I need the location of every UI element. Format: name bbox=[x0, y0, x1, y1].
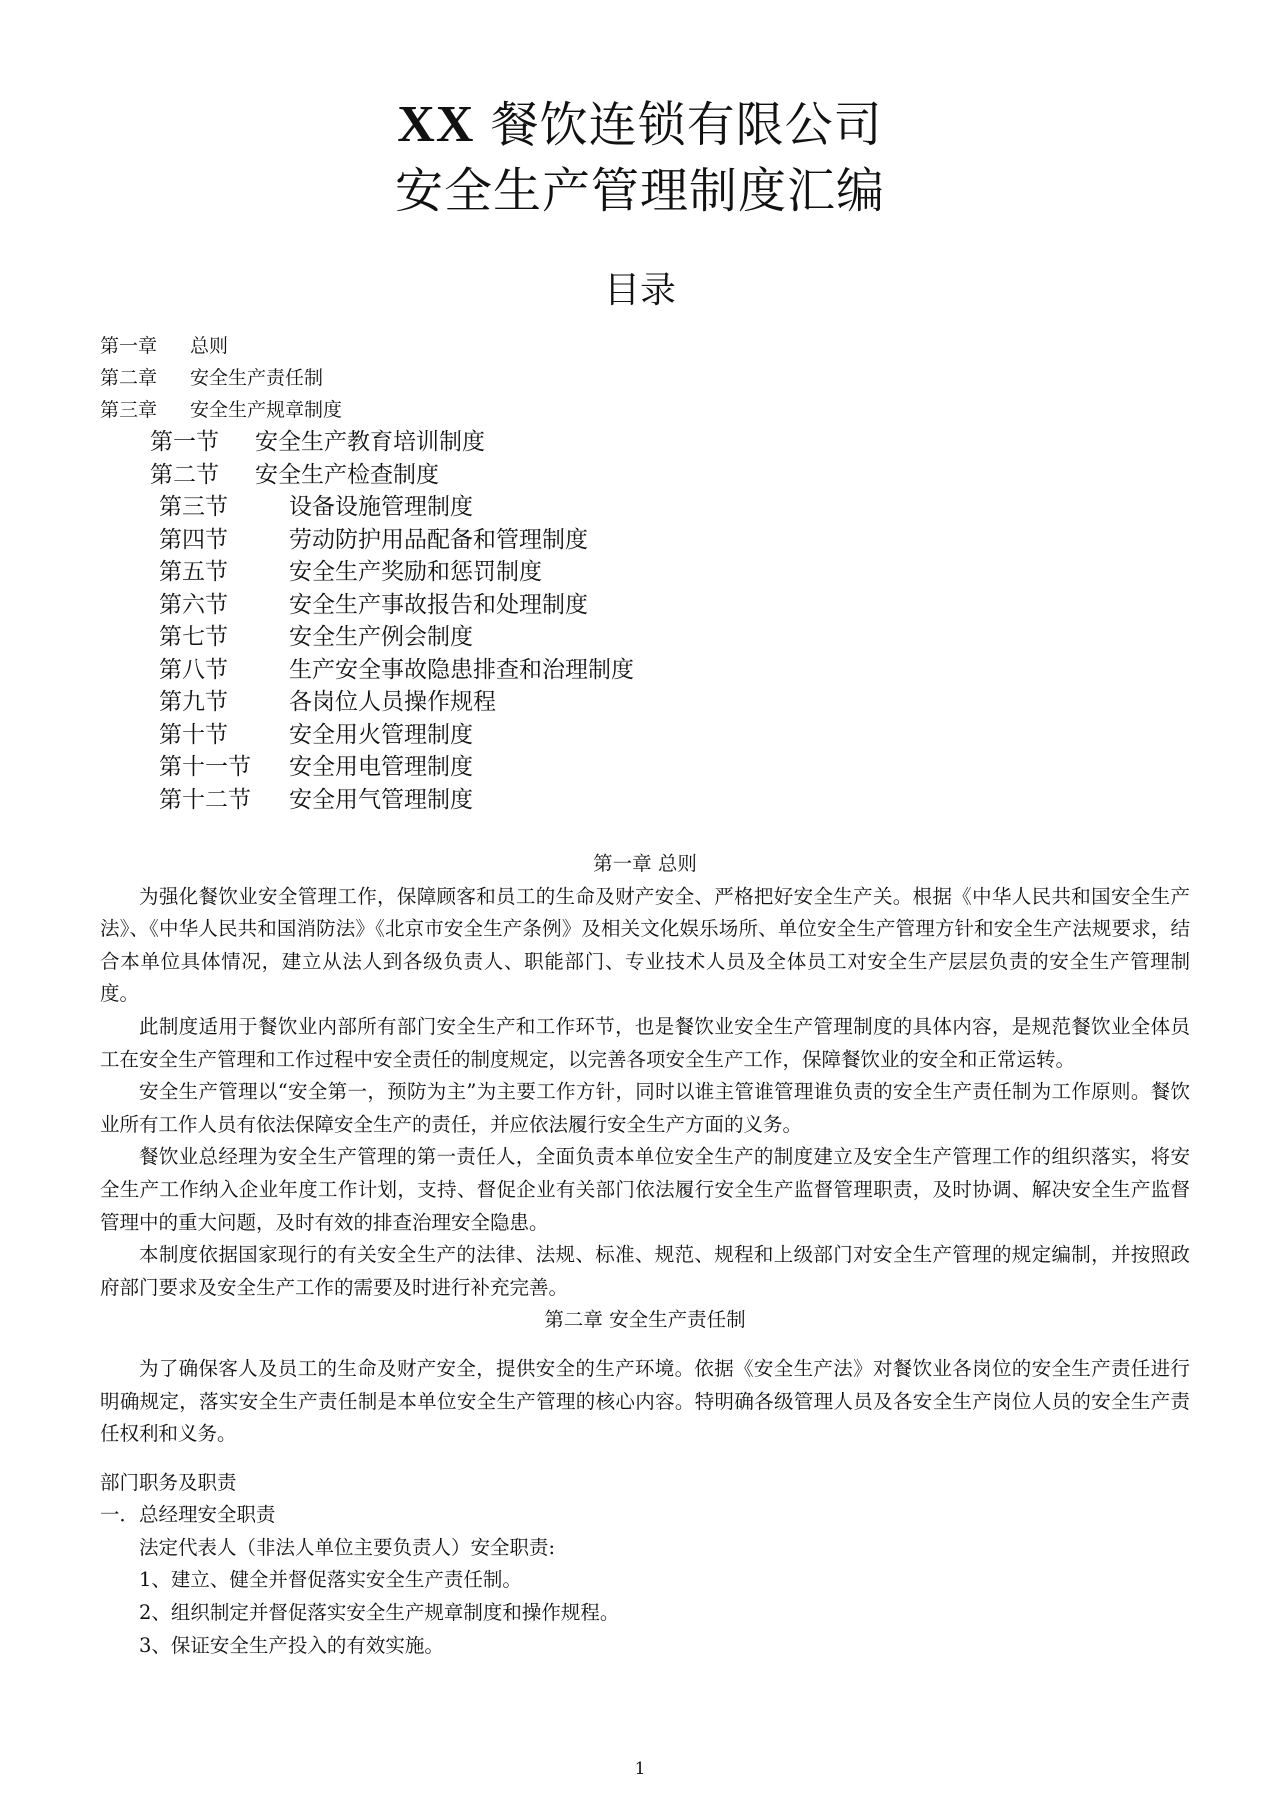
toc-chapter-number: 第二章 bbox=[100, 367, 158, 389]
toc-chapter-item bbox=[100, 362, 1200, 394]
toc-section-title: 劳动防护用品配备和管理制度 bbox=[289, 526, 588, 553]
body-text bbox=[100, 848, 1190, 1662]
toc-section-number: 第五节 bbox=[159, 559, 228, 585]
general-manager-duties-heading: 一．总经理安全职责 bbox=[100, 1503, 276, 1527]
toc-chapter-title: 总则 bbox=[190, 335, 229, 357]
chapter-1-paragraph: 为强化餐饮业安全管理工作，保障顾客和员工的生命及财产安全、严格把好安全生产关。根据《中华人民共和国安全生产法》、《中华人民共和国消防法》《北京市安全生产条例》及相关文化娱乐场所、单位安全生产管理方针和安全生产法规要求，结合本单位具体情况，建立从法人到各级负责人、职能部门、专业技术人员及全体员工对安全生产层层负责的安全生产管理制度。 bbox=[100, 884, 1190, 1006]
toc-section-number: 第二节 bbox=[150, 461, 219, 488]
toc-section-item bbox=[159, 784, 1200, 817]
chapter-2-intro: 为了确保客人及员工的生命及财产安全，提供安全的生产环境。依据《安全生产法》对餐饮业各岗位的安全生产责任进行明确规定，落实安全生产责任制是本单位安全生产管理的核心内容。特明确各级管理人员及各安全生产岗位人员的安全生产责任权利和义务。 bbox=[100, 1356, 1190, 1446]
toc-section-title: 各岗位人员操作规程 bbox=[289, 689, 496, 715]
toc-section-item bbox=[159, 719, 1200, 752]
toc-section-title: 设备设施管理制度 bbox=[289, 494, 473, 520]
legal-representative-duties: 法定代表人（非法人单位主要负责人）安全职责: bbox=[139, 1535, 556, 1559]
toc-section-title: 安全用气管理制度 bbox=[289, 786, 473, 813]
department-duties-heading: 部门职务及职责 bbox=[100, 1470, 237, 1494]
chapter-1-paragraph: 安全生产管理以“安全第一，预防为主”为主要工作方针，同时以谁主管谁管理谁负责的安全生产责任制为工作原则。餐饮业所有工作人员有依法保障安全生产的责任，并应依法履行安全生产方面的义务。 bbox=[100, 1080, 1190, 1136]
duty-list-item: 1、建立、健全并督促落实安全生产责任制。 bbox=[139, 1568, 522, 1592]
toc-section-item bbox=[159, 491, 1200, 524]
toc-section-title: 安全用电管理制度 bbox=[289, 754, 473, 780]
chapter-1-paragraph: 本制度依据国家现行的有关安全生产的法律、法规、标准、规范、规程和上级部门对安全生产管理的规定编制，并按照政府部门要求及安全生产工作的需要及时进行补充完善。 bbox=[100, 1243, 1190, 1299]
spacer bbox=[100, 1337, 1190, 1353]
toc-section-item bbox=[159, 621, 1200, 654]
toc-section-title: 安全生产例会制度 bbox=[289, 624, 473, 650]
toc-section-item bbox=[159, 589, 1200, 622]
toc-chapter-item bbox=[100, 394, 1200, 426]
toc-section-number: 第十二节 bbox=[159, 786, 251, 813]
company-title-prefix: XX bbox=[397, 96, 475, 153]
toc-section-title: 安全生产检查制度 bbox=[255, 461, 439, 488]
spacer bbox=[100, 1451, 1190, 1467]
toc-section-number: 第十节 bbox=[159, 721, 228, 748]
toc-section-title: 安全生产奖励和惩罚制度 bbox=[289, 559, 542, 585]
toc-chapter-title: 安全生产规章制度 bbox=[190, 399, 343, 421]
toc-section-title: 生产安全事故隐患排查和治理制度 bbox=[289, 656, 634, 683]
duty-list-item: 3、保证安全生产投入的有效实施。 bbox=[139, 1633, 444, 1657]
toc-chapter-item bbox=[100, 330, 1200, 362]
toc-section-number: 第九节 bbox=[159, 689, 228, 715]
toc-section-number: 第六节 bbox=[159, 591, 228, 618]
toc-section-number: 第三节 bbox=[159, 494, 228, 520]
toc-section-item bbox=[159, 524, 1200, 557]
toc-chapter-number: 第三章 bbox=[100, 399, 158, 421]
toc-section-number: 第四节 bbox=[159, 526, 228, 553]
chapter-2-heading: 第二章 安全生产责任制 bbox=[544, 1308, 746, 1332]
duty-list-item: 2、组织制定并督促落实安全生产规章制度和操作规程。 bbox=[139, 1601, 620, 1625]
toc-section-number: 第七节 bbox=[159, 624, 228, 650]
toc-section-item bbox=[150, 426, 1200, 459]
document-subtitle: 安全生产管理制度汇编 bbox=[394, 163, 885, 219]
toc-section-number: 第一节 bbox=[150, 429, 219, 455]
toc-section-title: 安全生产教育培训制度 bbox=[255, 429, 485, 455]
company-title-name: 餐饮连锁有限公司 bbox=[490, 97, 883, 153]
toc-section-item bbox=[150, 459, 1200, 492]
chapter-1-paragraph: 餐饮业总经理为安全生产管理的第一责任人，全面负责本单位安全生产的制度建立及安全生产管理工作的组织落实，将安全生产工作纳入企业年度工作计划，支持、督促企业有关部门依法履行安全生产监督管理职责，及时协调、解决安全生产监督管理中的重大问题，及时有效的排查治理安全隐患。 bbox=[100, 1145, 1190, 1234]
toc-section-title: 安全生产事故报告和处理制度 bbox=[289, 591, 588, 618]
toc-section-item bbox=[159, 556, 1200, 589]
toc-section-number: 第八节 bbox=[159, 656, 228, 683]
toc-section-item bbox=[159, 751, 1200, 784]
chapter-1-paragraph: 此制度适用于餐饮业内部所有部门安全生产和工作环节，也是餐饮业安全生产管理制度的具体内容，是规范餐饮业全体员工在安全生产管理和工作过程中安全责任的制度规定，以完善各项安全生产工作，保障餐饮业的安全和正常运转。 bbox=[100, 1014, 1190, 1071]
company-title bbox=[0, 92, 1280, 158]
toc-section-item bbox=[159, 654, 1200, 687]
document-title-block bbox=[0, 92, 1280, 224]
toc-heading: 目录 bbox=[603, 270, 676, 311]
chapter-1-heading: 第一章 总则 bbox=[593, 852, 697, 875]
toc-chapter-title: 安全生产责任制 bbox=[190, 367, 324, 389]
toc-section-item bbox=[159, 686, 1200, 719]
toc-section-title: 安全用火管理制度 bbox=[289, 721, 473, 748]
table-of-contents bbox=[100, 330, 1200, 816]
toc-section-number: 第十一节 bbox=[159, 754, 251, 780]
toc-chapter-number: 第一章 bbox=[100, 335, 158, 357]
page-number: 1 bbox=[634, 1759, 646, 1779]
